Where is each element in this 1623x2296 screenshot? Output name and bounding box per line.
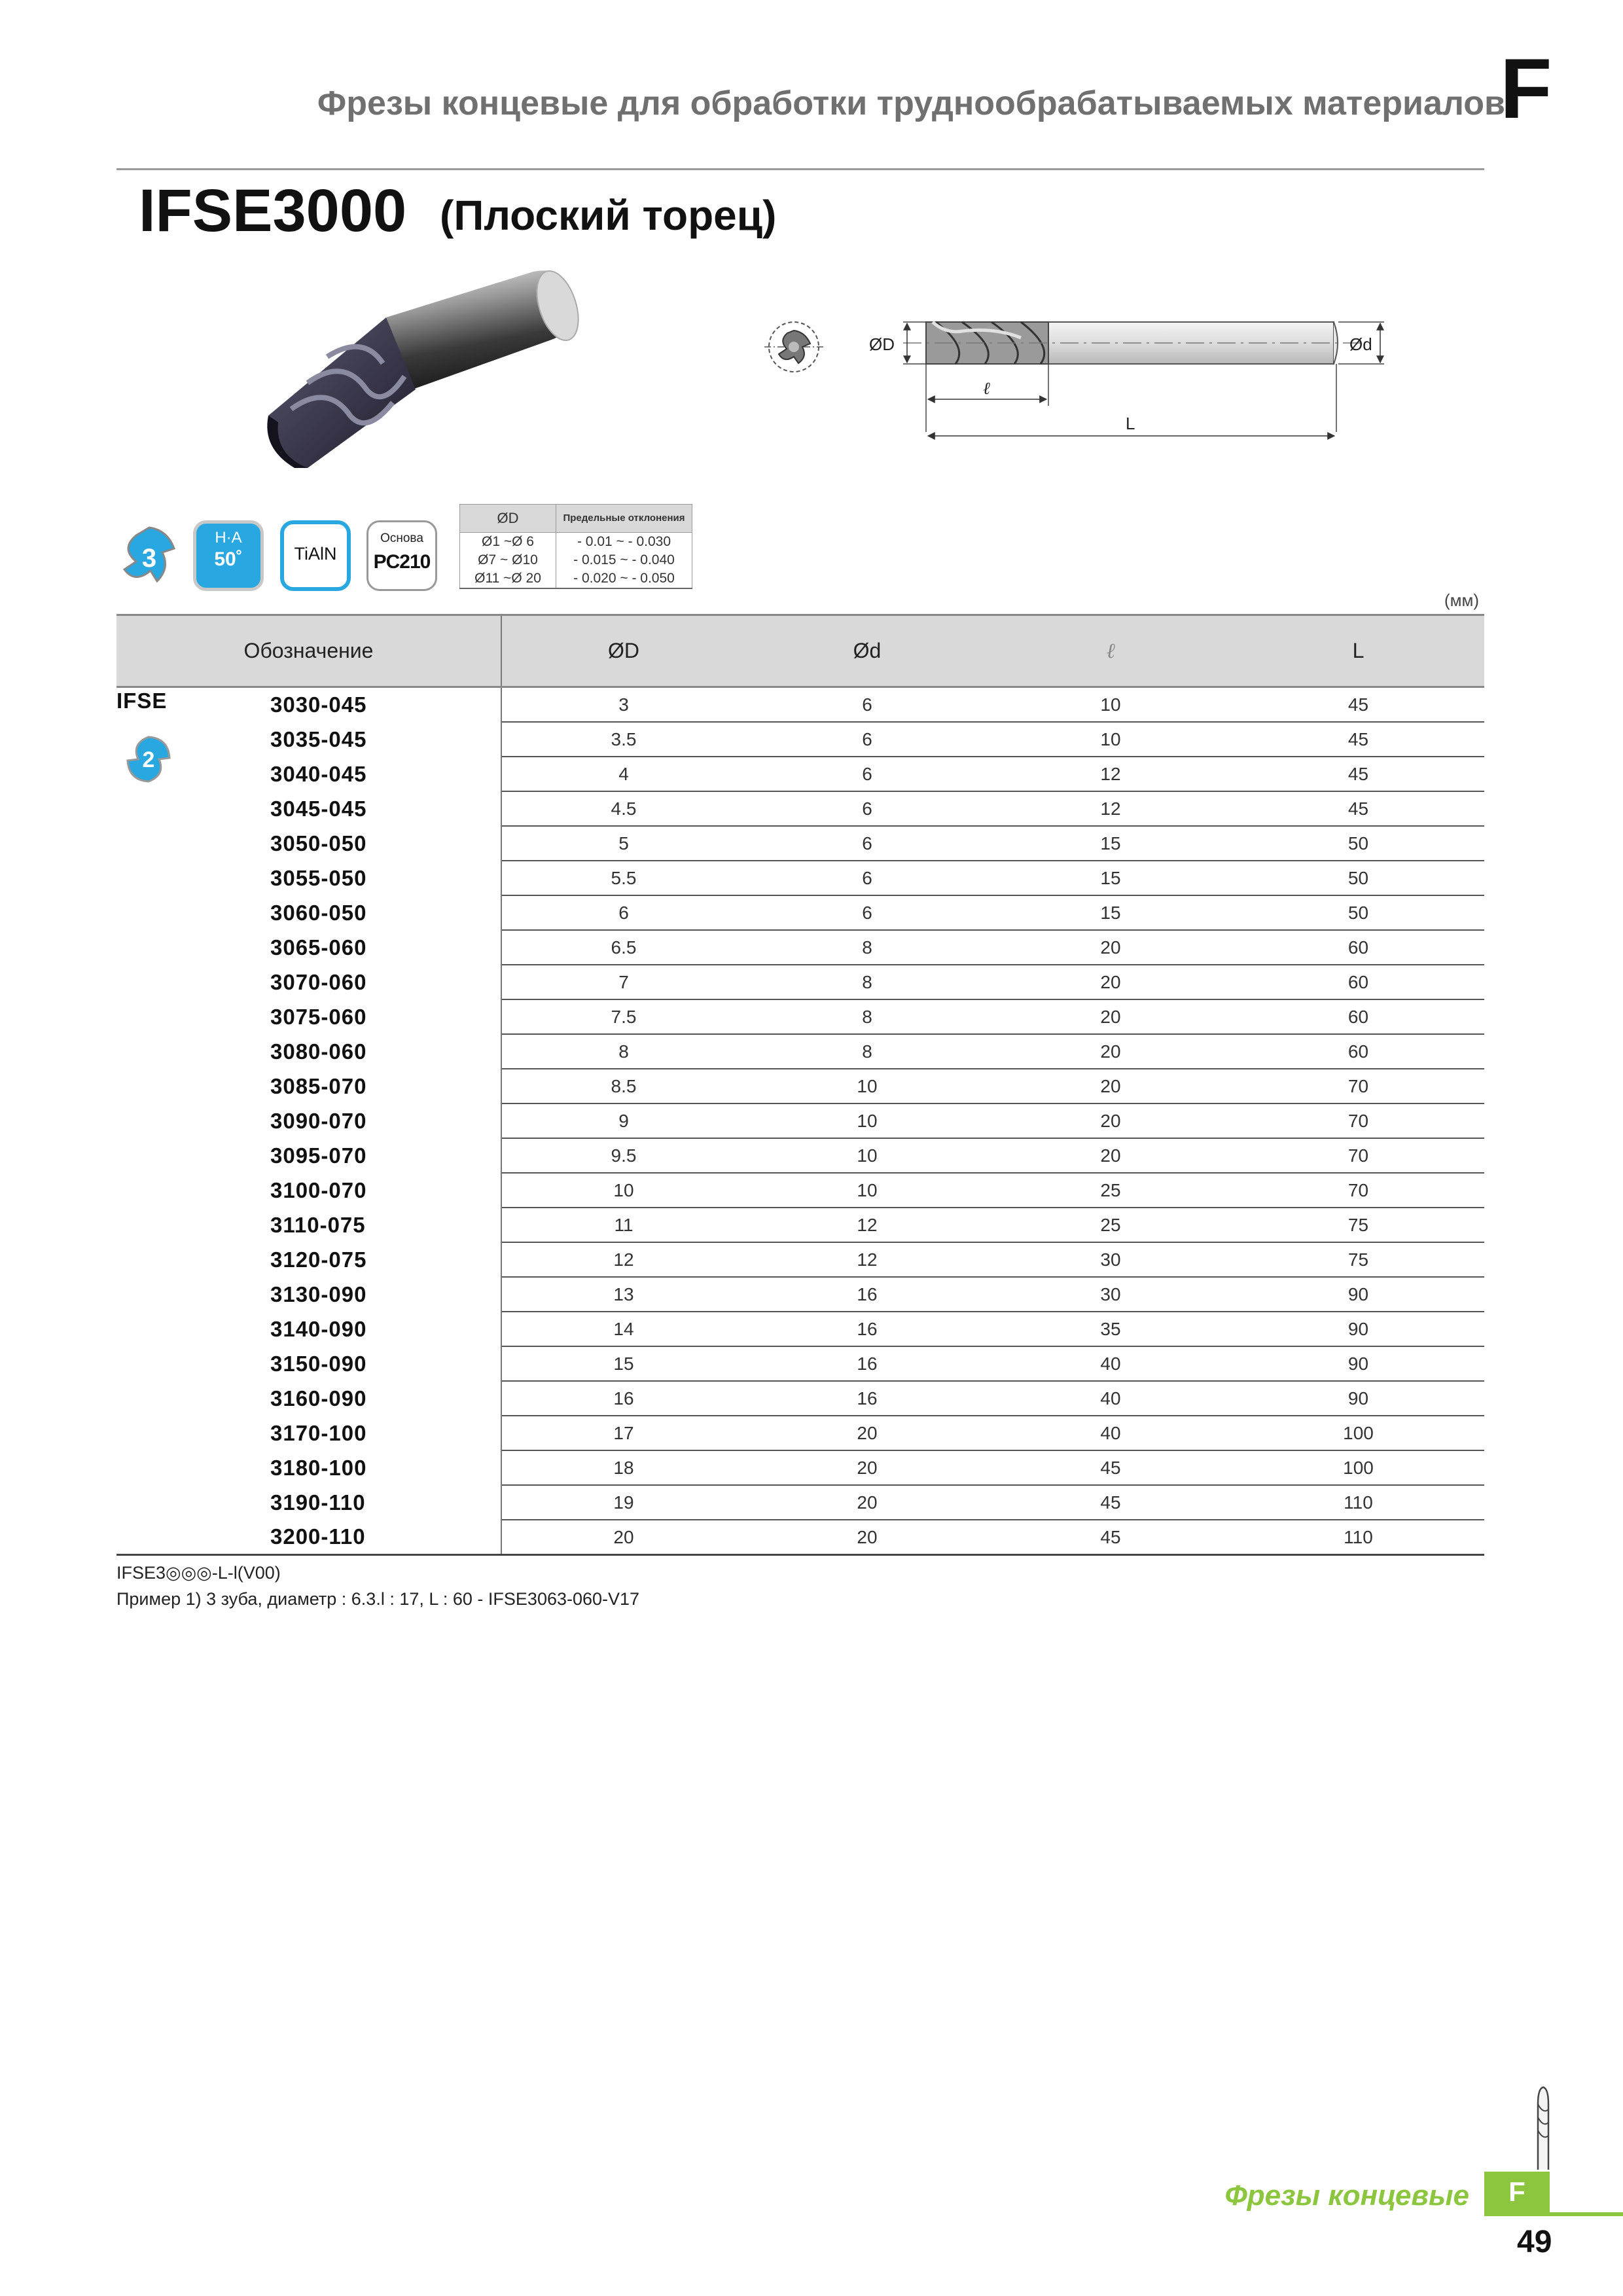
table-row bbox=[116, 826, 1484, 861]
header-divider bbox=[116, 168, 1484, 170]
cell-D: 3.5 bbox=[501, 722, 745, 757]
cell-L: 75 bbox=[1232, 1208, 1484, 1242]
cell-D: 3 bbox=[501, 687, 745, 723]
table-row bbox=[116, 1381, 1484, 1416]
cell-D: 16 bbox=[501, 1381, 745, 1416]
cell-designation: 3100-070 bbox=[116, 1173, 501, 1208]
cell-L: 45 bbox=[1232, 722, 1484, 757]
cell-d: 16 bbox=[745, 1312, 989, 1346]
cell-designation: 3180-100 bbox=[116, 1450, 501, 1485]
cell-l: 25 bbox=[989, 1173, 1232, 1208]
table-row bbox=[116, 861, 1484, 895]
coating-label: TiAlN bbox=[294, 544, 337, 564]
helix-angle: 50˚ bbox=[214, 548, 243, 570]
end-mill-footer-icon bbox=[1524, 2085, 1563, 2173]
table-row bbox=[116, 965, 1484, 999]
cell-L: 60 bbox=[1232, 965, 1484, 999]
cell-D: 10 bbox=[501, 1173, 745, 1208]
table-row bbox=[116, 930, 1484, 965]
cell-l: 10 bbox=[989, 687, 1232, 723]
series-label: IFSE bbox=[116, 689, 168, 713]
cell-L: 45 bbox=[1232, 687, 1484, 723]
cell-L: 70 bbox=[1232, 1103, 1484, 1138]
product-code: IFSE3000 bbox=[139, 177, 407, 244]
section-letter: F bbox=[1500, 41, 1552, 136]
tolerance-value: - 0.015 ~ - 0.040 bbox=[556, 551, 692, 569]
cell-d: 10 bbox=[745, 1069, 989, 1103]
table-row bbox=[116, 1485, 1484, 1520]
flute-count: 3 bbox=[141, 544, 157, 573]
three-flute-icon bbox=[116, 524, 182, 589]
cell-l: 45 bbox=[989, 1450, 1232, 1485]
cell-designation: 3080-060 bbox=[116, 1034, 501, 1069]
dim-d-label: Ød bbox=[1349, 334, 1372, 354]
cell-designation: 3150-090 bbox=[116, 1346, 501, 1381]
header-title: Фрезы концевые для обработки труднообрабатываемых материалов bbox=[317, 84, 1505, 122]
hardness-angle-badge bbox=[193, 520, 264, 591]
cell-l: 30 bbox=[989, 1277, 1232, 1312]
tolerance-row bbox=[460, 569, 692, 588]
table-row bbox=[116, 1069, 1484, 1103]
cell-D: 14 bbox=[501, 1312, 745, 1346]
cell-l: 20 bbox=[989, 1103, 1232, 1138]
tolerance-range: Ø1 ~Ø 6 bbox=[460, 533, 556, 552]
cell-d: 10 bbox=[745, 1173, 989, 1208]
table-row bbox=[116, 1138, 1484, 1173]
cell-D: 6.5 bbox=[501, 930, 745, 965]
cell-l: 15 bbox=[989, 895, 1232, 930]
cell-L: 90 bbox=[1232, 1346, 1484, 1381]
cell-l: 20 bbox=[989, 999, 1232, 1034]
cell-d: 16 bbox=[745, 1346, 989, 1381]
cell-designation: 3050-050 bbox=[116, 826, 501, 861]
table-row bbox=[116, 895, 1484, 930]
cell-D: 20 bbox=[501, 1520, 745, 1555]
cell-d: 12 bbox=[745, 1208, 989, 1242]
cell-designation: 3190-110 bbox=[116, 1485, 501, 1520]
cell-L: 110 bbox=[1232, 1520, 1484, 1555]
cell-L: 90 bbox=[1232, 1277, 1484, 1312]
table-row bbox=[116, 1277, 1484, 1312]
cell-d: 6 bbox=[745, 895, 989, 930]
table-row bbox=[116, 791, 1484, 826]
cell-l: 10 bbox=[989, 722, 1232, 757]
cell-l: 45 bbox=[989, 1485, 1232, 1520]
cell-d: 20 bbox=[745, 1520, 989, 1555]
end-mill-photo bbox=[236, 259, 628, 481]
cell-L: 50 bbox=[1232, 895, 1484, 930]
cell-D: 13 bbox=[501, 1277, 745, 1312]
cell-l: 20 bbox=[989, 965, 1232, 999]
two-flute-icon bbox=[122, 733, 175, 785]
cell-designation: 3110-075 bbox=[116, 1208, 501, 1242]
cell-D: 18 bbox=[501, 1450, 745, 1485]
dim-l-label: ℓ bbox=[983, 379, 990, 398]
cell-d: 6 bbox=[745, 791, 989, 826]
cell-D: 19 bbox=[501, 1485, 745, 1520]
cell-d: 6 bbox=[745, 861, 989, 895]
cell-d: 16 bbox=[745, 1277, 989, 1312]
cell-D: 9 bbox=[501, 1103, 745, 1138]
table-row bbox=[116, 1312, 1484, 1346]
col-D: ØD bbox=[501, 615, 745, 687]
cell-l: 20 bbox=[989, 1069, 1232, 1103]
table-header-row bbox=[116, 615, 1484, 687]
cell-designation: 3070-060 bbox=[116, 965, 501, 999]
cell-d: 6 bbox=[745, 826, 989, 861]
cell-d: 10 bbox=[745, 1138, 989, 1173]
cell-d: 20 bbox=[745, 1485, 989, 1520]
cell-L: 70 bbox=[1232, 1138, 1484, 1173]
cell-designation: 3075-060 bbox=[116, 999, 501, 1034]
cell-D: 7 bbox=[501, 965, 745, 999]
col-d: Ød bbox=[745, 615, 989, 687]
table-row bbox=[116, 687, 1484, 723]
cell-L: 90 bbox=[1232, 1312, 1484, 1346]
cell-D: 6 bbox=[501, 895, 745, 930]
cell-designation: 3045-045 bbox=[116, 791, 501, 826]
footer-section-label: Фрезы концевые bbox=[1224, 2179, 1469, 2212]
table-row bbox=[116, 1103, 1484, 1138]
tolerance-range: Ø11 ~Ø 20 bbox=[460, 569, 556, 588]
cell-designation: 3055-050 bbox=[116, 861, 501, 895]
col-l: ℓ bbox=[989, 615, 1232, 687]
footer-section-tab: F bbox=[1484, 2172, 1550, 2212]
cell-D: 8 bbox=[501, 1034, 745, 1069]
cell-l: 20 bbox=[989, 1138, 1232, 1173]
cell-l: 20 bbox=[989, 930, 1232, 965]
cell-l: 40 bbox=[989, 1416, 1232, 1450]
cell-L: 50 bbox=[1232, 861, 1484, 895]
dimensions-table bbox=[116, 614, 1484, 1556]
table-row bbox=[116, 1520, 1484, 1555]
cell-D: 15 bbox=[501, 1346, 745, 1381]
tolerance-range: Ø7 ~ Ø10 bbox=[460, 551, 556, 569]
example-note: Пример 1) 3 зуба, диаметр : 6.3.l : 17, L : 60 - IFSE3063-060-V17 bbox=[116, 1589, 640, 1609]
cell-L: 60 bbox=[1232, 1034, 1484, 1069]
cell-D: 9.5 bbox=[501, 1138, 745, 1173]
tolerance-header-d: ØD bbox=[460, 505, 556, 533]
cell-D: 11 bbox=[501, 1208, 745, 1242]
table-row bbox=[116, 999, 1484, 1034]
cell-L: 60 bbox=[1232, 999, 1484, 1034]
cell-L: 100 bbox=[1232, 1416, 1484, 1450]
ordering-code-note: IFSE3◎◎◎-L-l(V00) bbox=[116, 1563, 281, 1583]
cell-d: 20 bbox=[745, 1450, 989, 1485]
cell-designation: 3130-090 bbox=[116, 1277, 501, 1312]
units-label: (мм) bbox=[1444, 590, 1479, 610]
cell-d: 8 bbox=[745, 999, 989, 1034]
cell-L: 100 bbox=[1232, 1450, 1484, 1485]
product-subtitle: (Плоский торец) bbox=[440, 192, 777, 239]
cell-l: 40 bbox=[989, 1346, 1232, 1381]
cell-d: 16 bbox=[745, 1381, 989, 1416]
cell-L: 45 bbox=[1232, 791, 1484, 826]
cell-l: 12 bbox=[989, 791, 1232, 826]
cell-L: 70 bbox=[1232, 1173, 1484, 1208]
cell-designation: 3065-060 bbox=[116, 930, 501, 965]
table-row bbox=[116, 1346, 1484, 1381]
cell-L: 60 bbox=[1232, 930, 1484, 965]
cell-l: 15 bbox=[989, 826, 1232, 861]
tolerance-value: - 0.01 ~ - 0.030 bbox=[556, 533, 692, 552]
cell-designation: 3090-070 bbox=[116, 1103, 501, 1138]
cell-d: 6 bbox=[745, 687, 989, 723]
table-row bbox=[116, 757, 1484, 791]
cell-D: 4.5 bbox=[501, 791, 745, 826]
cell-D: 17 bbox=[501, 1416, 745, 1450]
coating-badge bbox=[280, 520, 351, 591]
cell-designation: 3140-090 bbox=[116, 1312, 501, 1346]
hardness-label: H·A bbox=[215, 529, 242, 547]
cell-L: 90 bbox=[1232, 1381, 1484, 1416]
cell-designation: 3170-100 bbox=[116, 1416, 501, 1450]
cell-designation: 3040-045 bbox=[116, 757, 501, 791]
two-flute-count: 2 bbox=[142, 747, 155, 772]
cell-D: 7.5 bbox=[501, 999, 745, 1034]
cell-l: 35 bbox=[989, 1312, 1232, 1346]
cell-designation: 3095-070 bbox=[116, 1138, 501, 1173]
tolerance-row bbox=[460, 533, 692, 552]
cell-d: 12 bbox=[745, 1242, 989, 1277]
cell-l: 45 bbox=[989, 1520, 1232, 1555]
substrate-grade: PC210 bbox=[373, 551, 431, 573]
table-row bbox=[116, 1416, 1484, 1450]
cell-L: 45 bbox=[1232, 757, 1484, 791]
dim-L-label: L bbox=[1126, 414, 1135, 433]
table-row bbox=[116, 1034, 1484, 1069]
tolerance-header-dev: Предельные отклонения bbox=[556, 505, 692, 533]
tolerance-value: - 0.020 ~ - 0.050 bbox=[556, 569, 692, 588]
cell-designation: 3160-090 bbox=[116, 1381, 501, 1416]
cell-d: 20 bbox=[745, 1416, 989, 1450]
cell-designation: 3035-045 bbox=[116, 722, 501, 757]
cell-L: 70 bbox=[1232, 1069, 1484, 1103]
cell-l: 15 bbox=[989, 861, 1232, 895]
dim-D-label: ØD bbox=[869, 334, 895, 354]
cell-d: 6 bbox=[745, 757, 989, 791]
substrate-caption: Основа bbox=[380, 531, 423, 545]
cell-l: 12 bbox=[989, 757, 1232, 791]
table-row bbox=[116, 1450, 1484, 1485]
cell-l: 30 bbox=[989, 1242, 1232, 1277]
cell-d: 10 bbox=[745, 1103, 989, 1138]
cell-designation: 3060-050 bbox=[116, 895, 501, 930]
cell-D: 8.5 bbox=[501, 1069, 745, 1103]
cell-L: 50 bbox=[1232, 826, 1484, 861]
cell-L: 110 bbox=[1232, 1485, 1484, 1520]
table-row bbox=[116, 722, 1484, 757]
cell-designation: 3120-075 bbox=[116, 1242, 501, 1277]
cell-d: 8 bbox=[745, 1034, 989, 1069]
cell-D: 4 bbox=[501, 757, 745, 791]
cell-designation: 3030-045 bbox=[116, 687, 501, 723]
table-row bbox=[116, 1208, 1484, 1242]
tolerance-row bbox=[460, 551, 692, 569]
tolerance-table bbox=[459, 504, 692, 589]
cell-D: 5.5 bbox=[501, 861, 745, 895]
cell-d: 6 bbox=[745, 722, 989, 757]
page-number: 49 bbox=[1517, 2225, 1552, 2259]
col-L: L bbox=[1232, 615, 1484, 687]
cell-designation: 3085-070 bbox=[116, 1069, 501, 1103]
substrate-badge bbox=[366, 520, 437, 591]
cell-l: 25 bbox=[989, 1208, 1232, 1242]
cell-designation: 3200-110 bbox=[116, 1520, 501, 1555]
cell-l: 40 bbox=[989, 1381, 1232, 1416]
table-row bbox=[116, 1242, 1484, 1277]
cell-D: 5 bbox=[501, 826, 745, 861]
cell-d: 8 bbox=[745, 965, 989, 999]
table-row bbox=[116, 1173, 1484, 1208]
flute-cross-section-icon bbox=[764, 317, 823, 376]
cell-d: 8 bbox=[745, 930, 989, 965]
cell-l: 20 bbox=[989, 1034, 1232, 1069]
cell-D: 12 bbox=[501, 1242, 745, 1277]
col-designation: Обозначение bbox=[116, 615, 501, 687]
footer-green-bar bbox=[1484, 2212, 1623, 2216]
technical-drawing bbox=[864, 275, 1400, 452]
cell-L: 75 bbox=[1232, 1242, 1484, 1277]
